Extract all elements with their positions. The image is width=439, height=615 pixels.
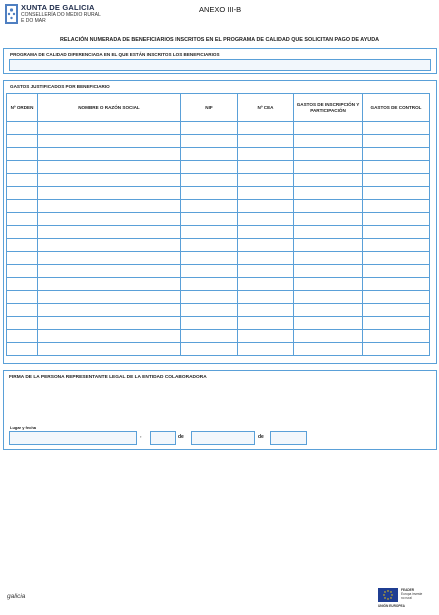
table-cell[interactable] [363,187,430,200]
table-cell[interactable] [363,148,430,161]
table-cell[interactable] [238,122,294,135]
table-cell[interactable] [294,317,363,330]
table-cell[interactable] [294,148,363,161]
table-row [7,148,430,161]
eu-flag-icon [378,588,398,602]
table-cell[interactable] [38,239,181,252]
expenses-label: GASTOS JUSTIFICADOS POR BENEFICIARIO [10,84,110,89]
table-cell[interactable] [7,265,38,278]
table-cell[interactable] [181,265,238,278]
table-cell[interactable] [294,330,363,343]
table-cell[interactable] [7,317,38,330]
table-cell[interactable] [238,226,294,239]
galicia-footer-logo: galicia [7,593,26,600]
department-name [21,12,131,24]
table-cell[interactable] [181,148,238,161]
table-cell[interactable] [294,304,363,317]
table-cell[interactable] [181,187,238,200]
table-cell[interactable] [38,343,181,356]
table-cell[interactable] [363,343,430,356]
table-cell[interactable] [238,174,294,187]
table-cell[interactable] [181,122,238,135]
table-row [7,226,430,239]
table-cell[interactable] [294,278,363,291]
table-cell[interactable] [181,317,238,330]
table-cell[interactable] [7,252,38,265]
table-row [7,278,430,291]
table-cell[interactable] [38,291,181,304]
table-cell[interactable] [294,174,363,187]
col-name: NOMBRE O RAZÓN SOCIAL [38,94,181,122]
table-cell[interactable] [363,122,430,135]
feader-line-2: Europa investe [401,592,423,596]
table-cell[interactable] [238,317,294,330]
table-row [7,213,430,226]
table-row [7,174,430,187]
table-cell[interactable] [7,148,38,161]
table-cell[interactable] [238,239,294,252]
annex-label: ANEXO III-B [199,5,242,14]
table-cell[interactable] [38,304,181,317]
table-cell[interactable] [7,122,38,135]
table-cell[interactable] [7,135,38,148]
col-cea: Nº CEA [238,94,294,122]
table-cell[interactable] [38,265,181,278]
program-section [3,48,437,74]
table-cell[interactable] [38,330,181,343]
table-cell[interactable] [181,174,238,187]
table-cell[interactable] [38,135,181,148]
table-cell[interactable] [238,330,294,343]
table-cell[interactable] [7,200,38,213]
table-cell[interactable] [363,226,430,239]
table-cell[interactable] [7,239,38,252]
table-row [7,252,430,265]
feader-line-3: no rural [401,596,412,600]
table-cell[interactable] [294,226,363,239]
table-cell[interactable] [294,265,363,278]
table-cell[interactable] [38,317,181,330]
table-cell[interactable] [38,200,181,213]
table-cell[interactable] [238,343,294,356]
table-cell[interactable] [363,304,430,317]
table-cell[interactable] [181,304,238,317]
table-cell[interactable] [38,278,181,291]
table-cell[interactable] [238,200,294,213]
table-cell[interactable] [294,239,363,252]
comma-separator: , [140,433,142,439]
table-cell[interactable] [38,161,181,174]
table-cell[interactable] [7,330,38,343]
table-cell[interactable] [181,239,238,252]
table-cell[interactable] [294,343,363,356]
table-cell[interactable] [294,252,363,265]
table-row [7,135,430,148]
table-cell[interactable] [7,213,38,226]
table-cell[interactable] [238,161,294,174]
table-cell[interactable] [363,239,430,252]
day-field[interactable] [150,431,176,445]
table-cell[interactable] [181,135,238,148]
feader-text [401,588,437,600]
table-cell[interactable] [238,135,294,148]
month-field[interactable] [191,431,255,445]
year-field[interactable] [270,431,307,445]
expenses-table [6,93,430,356]
col-nif: NIF [181,94,238,122]
table-cell[interactable] [363,265,430,278]
table-cell[interactable] [7,187,38,200]
table-cell[interactable] [294,161,363,174]
table-cell[interactable] [38,187,181,200]
table-cell[interactable] [7,226,38,239]
table-row [7,317,430,330]
table-cell[interactable] [238,187,294,200]
table-cell[interactable] [238,304,294,317]
table-row [7,330,430,343]
table-cell[interactable] [238,213,294,226]
table-cell[interactable] [38,148,181,161]
table-cell[interactable] [363,174,430,187]
table-cell[interactable] [7,174,38,187]
program-field[interactable] [9,59,431,71]
table-cell[interactable] [181,161,238,174]
table-cell[interactable] [7,304,38,317]
table-cell[interactable] [238,252,294,265]
table-cell[interactable] [363,330,430,343]
table-cell[interactable] [181,278,238,291]
table-row [7,239,430,252]
table-cell[interactable] [181,213,238,226]
eu-label: UNIÓN EUROPEA [378,604,405,608]
table-cell[interactable] [238,148,294,161]
table-cell[interactable] [7,291,38,304]
table-cell[interactable] [294,135,363,148]
table-cell[interactable] [363,278,430,291]
department-line-1: CONSELLERÍA DO MEDIO RURAL [21,12,101,18]
table-cell[interactable] [294,122,363,135]
place-field[interactable] [9,431,137,445]
table-cell[interactable] [363,135,430,148]
table-cell[interactable] [38,174,181,187]
table-row [7,265,430,278]
feader-line-1: FEADER [401,588,415,592]
table-row [7,291,430,304]
col-order: Nº ORDEN [7,94,38,122]
table-cell[interactable] [38,226,181,239]
table-cell[interactable] [38,122,181,135]
table-cell[interactable] [181,252,238,265]
place-date-label: Lugar y fecha [10,425,37,430]
table-cell[interactable] [181,291,238,304]
table-cell[interactable] [363,200,430,213]
program-label: PROGRAMA DE CALIDAD DIFERENCIADA EN EL QUE ESTÁN INSCRITOS LOS BENEFICIARIOS [10,52,220,57]
table-cell[interactable] [294,200,363,213]
table-body [7,122,430,356]
table-cell[interactable] [363,252,430,265]
table-cell[interactable] [181,200,238,213]
eu-stars-icon [378,588,398,602]
table-row [7,187,430,200]
table-header-row [7,94,430,122]
xunta-logo [5,3,115,29]
table-cell[interactable] [7,161,38,174]
department-line-2: E DO MAR [21,18,46,24]
xunta-emblem-icon [5,4,18,24]
table-cell[interactable] [38,213,181,226]
de-label-1: de [178,434,184,440]
table-cell[interactable] [294,291,363,304]
table-cell[interactable] [7,278,38,291]
table-row [7,200,430,213]
table-cell[interactable] [181,330,238,343]
table-cell[interactable] [181,226,238,239]
table-row [7,122,430,135]
table-cell[interactable] [238,291,294,304]
table-cell[interactable] [7,343,38,356]
table-row [7,343,430,356]
table-row [7,161,430,174]
de-label-2: de [258,434,264,440]
col-control-expenses: GASTOS DE CONTROL [363,94,430,122]
signature-label: FIRMA DE LA PERSONA REPRESENTANTE LEGAL DE LA ENTIDAD COLABORADORA [9,375,207,380]
table-cell[interactable] [238,265,294,278]
table-cell[interactable] [363,161,430,174]
org-name: XUNTA DE GALICIA [21,3,95,12]
table-cell[interactable] [38,252,181,265]
table-cell[interactable] [294,213,363,226]
table-cell[interactable] [363,317,430,330]
table-cell[interactable] [294,187,363,200]
table-row [7,304,430,317]
table-cell[interactable] [181,343,238,356]
table-cell[interactable] [238,278,294,291]
table-cell[interactable] [363,291,430,304]
table-cell[interactable] [363,213,430,226]
col-registration-expenses: GASTOS DE INSCRIPCIÓN Y PARTICIPACIÓN [294,94,363,122]
document-title: RELACIÓN NUMERADA DE BENEFICIARIOS INSCRITOS EN EL PROGRAMA DE CALIDAD QUE SOLICITAN PAGO DE AYUDA [60,37,379,43]
